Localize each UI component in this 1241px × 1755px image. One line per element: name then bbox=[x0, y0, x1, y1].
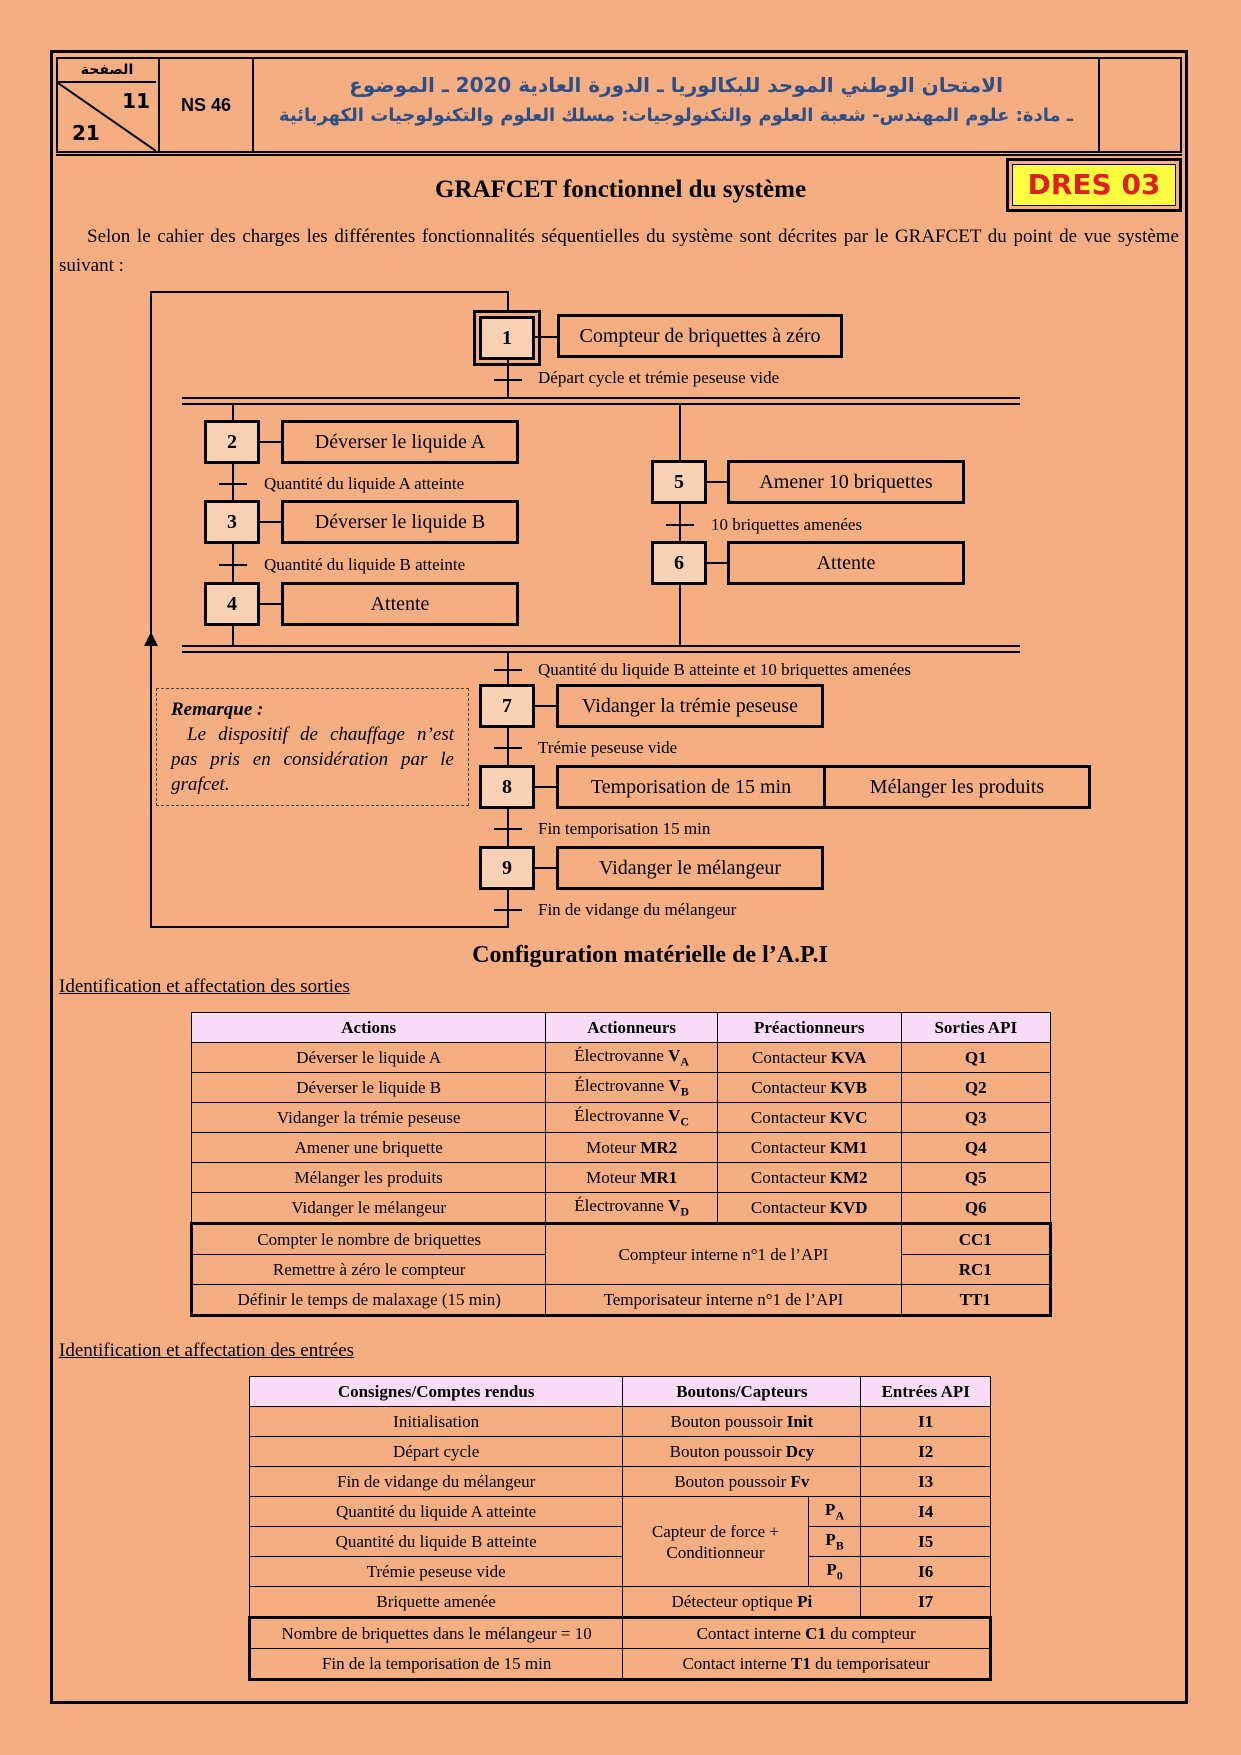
actuator-cell: Moteur MR2 bbox=[546, 1133, 718, 1163]
grafcet-step: 8 bbox=[479, 765, 535, 809]
action-cell: Mélanger les produits bbox=[192, 1163, 546, 1193]
internal-contact-cell: Contact interne T1 du temporisateur bbox=[623, 1649, 991, 1680]
table-row bbox=[250, 1437, 991, 1467]
preactuator-cell: Contacteur KVB bbox=[717, 1073, 901, 1103]
timer-cell: Temporisateur interne n°1 de l’API bbox=[546, 1285, 901, 1316]
link-line bbox=[260, 441, 282, 443]
transition-mark bbox=[494, 379, 522, 381]
link-line bbox=[535, 867, 557, 869]
page-number-cell bbox=[58, 59, 160, 151]
simultaneous-divergence bbox=[182, 397, 1020, 405]
link-line bbox=[535, 336, 557, 338]
simultaneous-convergence bbox=[182, 645, 1020, 653]
loop-arrow-icon bbox=[143, 632, 159, 648]
transition-receptivity: Fin de vidange du mélangeur bbox=[538, 900, 737, 919]
table-row bbox=[250, 1649, 991, 1680]
grafcet-step: 6 bbox=[651, 541, 707, 585]
table-row bbox=[192, 1193, 1051, 1224]
actuator-cell: Électrovanne $V_B$ bbox=[546, 1073, 718, 1103]
table-row bbox=[192, 1133, 1051, 1163]
output-cell: Q3 bbox=[901, 1103, 1050, 1133]
column-header: Boutons/Capteurs bbox=[623, 1377, 861, 1407]
exam-header bbox=[56, 57, 1182, 153]
column-header: Sorties API bbox=[901, 1013, 1050, 1043]
intro-paragraph: Selon le cahier des charges les différentes fonctionnalités séquentielles du système sont décrites par le GRAFCET du point de vue système suivant : bbox=[59, 226, 1179, 276]
link-line bbox=[232, 626, 234, 647]
page-current: 11 bbox=[122, 89, 150, 113]
transition-receptivity: Quantité du liquide B atteinte bbox=[264, 555, 466, 574]
input-cell: I5 bbox=[861, 1527, 991, 1557]
preactuator-cell: Contacteur KVC bbox=[717, 1103, 901, 1133]
output-cell: RC1 bbox=[901, 1255, 1050, 1285]
transition-receptivity: Départ cycle et trémie peseuse vide bbox=[538, 368, 780, 387]
grafcet-step: 2 bbox=[204, 420, 260, 464]
transition-receptivity: Fin temporisation 15 min bbox=[538, 819, 711, 838]
table-row bbox=[250, 1467, 991, 1497]
table-row bbox=[192, 1285, 1051, 1316]
link-line bbox=[679, 585, 681, 647]
force-sensor-cell: Capteur de force + Conditionneur bbox=[623, 1497, 808, 1587]
section-title-grafcet: GRAFCET fonctionnel du système bbox=[434, 176, 807, 203]
transition-mark bbox=[494, 828, 522, 830]
page-label: الصفحة bbox=[58, 59, 156, 83]
action-cell: Compter le nombre de briquettes bbox=[192, 1224, 546, 1255]
doc-tag: DRES 03 bbox=[1012, 164, 1176, 206]
link-line bbox=[707, 481, 729, 483]
output-cell: Q1 bbox=[901, 1043, 1050, 1073]
table-row bbox=[192, 1163, 1051, 1193]
section-title-api: Configuration matérielle de l’A.P.I bbox=[472, 942, 828, 968]
step-action: Vidanger la trémie peseuse bbox=[556, 684, 824, 728]
action-cell: Vidanger la trémie peseuse bbox=[192, 1103, 546, 1133]
table-header-row bbox=[192, 1013, 1051, 1043]
table-row bbox=[192, 1073, 1051, 1103]
input-label-cell: Départ cycle bbox=[250, 1437, 623, 1467]
link-line bbox=[232, 544, 234, 582]
sensor-cell: Bouton poussoir Init bbox=[623, 1407, 861, 1437]
step-action: Déverser le liquide B bbox=[281, 500, 519, 544]
internal-contact-cell: Contact interne C1 du compteur bbox=[623, 1618, 991, 1649]
sensor-cell: Détecteur optique Pi bbox=[623, 1587, 861, 1618]
table-row bbox=[192, 1103, 1051, 1133]
input-label-cell: Fin de la temporisation de 15 min bbox=[250, 1649, 623, 1680]
input-cell: I7 bbox=[861, 1587, 991, 1618]
grafcet-step: 3 bbox=[204, 500, 260, 544]
transition-receptivity: Quantité du liquide B atteinte et 10 briquettes amenées bbox=[538, 660, 911, 679]
preactuator-cell: Contacteur KVD bbox=[717, 1193, 901, 1224]
header-separator bbox=[56, 154, 1182, 156]
table-row bbox=[250, 1618, 991, 1649]
input-cell: I2 bbox=[861, 1437, 991, 1467]
table-row bbox=[192, 1224, 1051, 1255]
column-header: Consignes/Comptes rendus bbox=[250, 1377, 623, 1407]
output-cell: CC1 bbox=[901, 1224, 1050, 1255]
grafcet-step: 7 bbox=[479, 684, 535, 728]
step-action: Vidanger le mélangeur bbox=[556, 846, 824, 890]
input-cell: I6 bbox=[861, 1557, 991, 1587]
empty-cell bbox=[1100, 59, 1180, 151]
transition-receptivity: Quantité du liquide A atteinte bbox=[264, 474, 465, 493]
remark-title: Remarque : bbox=[171, 699, 264, 720]
action-cell: Déverser le liquide B bbox=[192, 1073, 546, 1103]
link-line bbox=[232, 464, 234, 500]
column-header: Entrées API bbox=[861, 1377, 991, 1407]
input-cell: I3 bbox=[861, 1467, 991, 1497]
input-label-cell: Fin de vidange du mélangeur bbox=[250, 1467, 623, 1497]
sensor-id-cell: $P_0$ bbox=[808, 1557, 861, 1587]
loop-top-line bbox=[150, 291, 508, 293]
table-row bbox=[250, 1587, 991, 1618]
actuator-cell: Moteur MR1 bbox=[546, 1163, 718, 1193]
exam-code: NS 46 bbox=[160, 59, 254, 151]
output-cell: Q4 bbox=[901, 1133, 1050, 1163]
output-cell: Q2 bbox=[901, 1073, 1050, 1103]
input-cell: I4 bbox=[861, 1497, 991, 1527]
transition-mark bbox=[219, 564, 247, 566]
sensor-cell: Bouton poussoir Fv bbox=[623, 1467, 861, 1497]
output-cell: TT1 bbox=[901, 1285, 1050, 1316]
link-line bbox=[535, 705, 557, 707]
sensor-id-cell: $P_A$ bbox=[808, 1497, 861, 1527]
output-cell: Q6 bbox=[901, 1193, 1050, 1224]
transition-mark bbox=[494, 909, 522, 911]
input-label-cell: Trémie peseuse vide bbox=[250, 1557, 623, 1587]
actuator-cell: Électrovanne $V_A$ bbox=[546, 1043, 718, 1073]
input-label-cell: Briquette amenée bbox=[250, 1587, 623, 1618]
input-label-cell: Quantité du liquide A atteinte bbox=[250, 1497, 623, 1527]
transition-mark bbox=[494, 669, 522, 671]
input-label-cell: Quantité du liquide B atteinte bbox=[250, 1527, 623, 1557]
remark-text: Le dispositif de chauffage n’est pas pris en considération par le grafcet. bbox=[171, 724, 454, 795]
transition-receptivity: Trémie peseuse vide bbox=[538, 738, 678, 757]
link-line bbox=[507, 291, 509, 313]
table-row bbox=[250, 1527, 991, 1557]
remark-box bbox=[156, 688, 469, 806]
transition-mark bbox=[494, 747, 522, 749]
link-line bbox=[535, 786, 557, 788]
input-label-cell: Initialisation bbox=[250, 1407, 623, 1437]
transition-receptivity: 10 briquettes amenées bbox=[711, 515, 863, 534]
outputs-table bbox=[190, 1012, 1052, 1317]
sensor-cell: Bouton poussoir Dcy bbox=[623, 1437, 861, 1467]
step-action: Temporisation de 15 min bbox=[556, 765, 826, 809]
input-cell: I1 bbox=[861, 1407, 991, 1437]
page-total: 21 bbox=[72, 121, 100, 145]
column-header: Préactionneurs bbox=[717, 1013, 901, 1043]
loop-bottom-line bbox=[150, 926, 508, 928]
exam-subject: ـ مادة: علوم المهندس- شعبة العلوم والتكنولوجيات: مسلك العلوم والتكنولوجيات الكهربائية bbox=[278, 105, 1074, 126]
action-cell: Déverser le liquide A bbox=[192, 1043, 546, 1073]
link-line bbox=[260, 603, 282, 605]
action-cell: Vidanger le mélangeur bbox=[192, 1193, 546, 1224]
sensor-id-cell: $P_B$ bbox=[808, 1527, 861, 1557]
loop-left-line bbox=[150, 291, 152, 928]
exam-title-cell bbox=[254, 59, 1100, 151]
table-row bbox=[250, 1557, 991, 1587]
preactuator-cell: Contacteur KVA bbox=[717, 1043, 901, 1073]
actuator-cell: Électrovanne $V_D$ bbox=[546, 1193, 718, 1224]
link-line bbox=[679, 504, 681, 541]
step-action: Amener 10 briquettes bbox=[727, 460, 965, 504]
column-header: Actions bbox=[192, 1013, 546, 1043]
action-cell: Amener une briquette bbox=[192, 1133, 546, 1163]
step-action: Déverser le liquide A bbox=[281, 420, 519, 464]
step-action: Compteur de briquettes à zéro bbox=[557, 314, 843, 358]
link-line bbox=[232, 405, 234, 420]
grafcet-step: 1 bbox=[479, 316, 535, 360]
table-row bbox=[192, 1043, 1051, 1073]
step-action: Attente bbox=[727, 541, 965, 585]
exam-title: الامتحان الوطني الموحد للبكالوريا ـ الدورة العادية 2020 ـ الموضوع bbox=[349, 73, 1003, 97]
link-line bbox=[679, 405, 681, 460]
action-cell: Remettre à zéro le compteur bbox=[192, 1255, 546, 1285]
preactuator-cell: Contacteur KM1 bbox=[717, 1133, 901, 1163]
table-header-row bbox=[250, 1377, 991, 1407]
step-action: Attente bbox=[281, 582, 519, 626]
link-line bbox=[707, 562, 729, 564]
transition-mark bbox=[666, 524, 694, 526]
table-row bbox=[250, 1407, 991, 1437]
step-action-secondary: Mélanger les produits bbox=[823, 765, 1091, 809]
inputs-subtitle: Identification et affectation des entrées bbox=[59, 1340, 355, 1361]
grafcet-step: 9 bbox=[479, 846, 535, 890]
column-header: Actionneurs bbox=[546, 1013, 718, 1043]
output-cell: Q5 bbox=[901, 1163, 1050, 1193]
outputs-subtitle: Identification et affectation des sorties bbox=[59, 976, 350, 997]
counter-cell: Compteur interne n°1 de l’API bbox=[546, 1224, 901, 1285]
table-row bbox=[250, 1497, 991, 1527]
action-cell: Définir le temps de malaxage (15 min) bbox=[192, 1285, 546, 1316]
grafcet-step: 4 bbox=[204, 582, 260, 626]
input-label-cell: Nombre de briquettes dans le mélangeur = 10 bbox=[250, 1618, 623, 1649]
transition-mark bbox=[219, 483, 247, 485]
actuator-cell: Électrovanne $V_C$ bbox=[546, 1103, 718, 1133]
inputs-table bbox=[248, 1376, 992, 1681]
link-line bbox=[260, 521, 282, 523]
preactuator-cell: Contacteur KM2 bbox=[717, 1163, 901, 1193]
grafcet-step: 5 bbox=[651, 460, 707, 504]
